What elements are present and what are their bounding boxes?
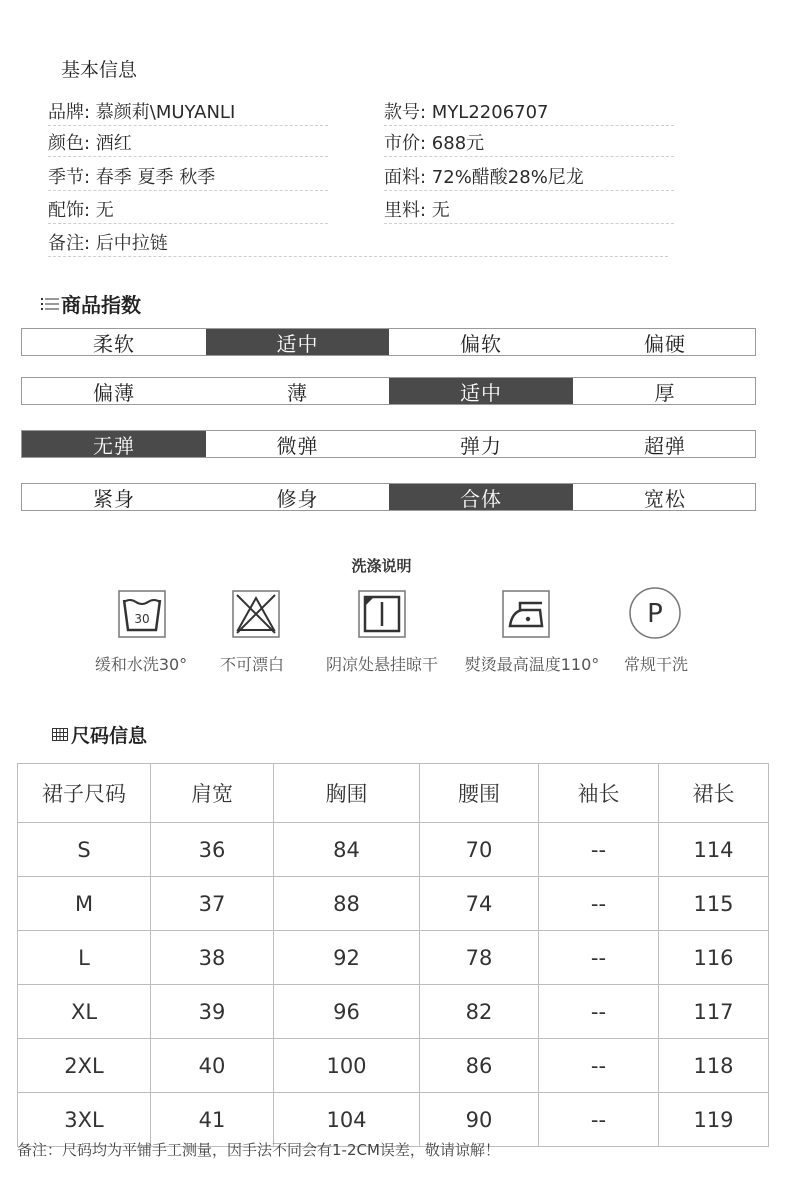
size-note: 备注：尺码均为平铺手工测量，因手法不同会有1-2CM误差，敬请谅解！ <box>17 1141 500 1159</box>
index-option: 宽松 <box>644 486 686 511</box>
index-option: 厚 <box>654 380 676 405</box>
divider <box>48 256 668 257</box>
wash-label-1: 缓和水洗30° <box>94 655 188 674</box>
wash-temp-text: 30 <box>134 612 150 626</box>
info-left-3: 配饰: 无 <box>48 200 114 221</box>
size-cell: 92 <box>274 931 420 985</box>
size-cell: 114 <box>659 823 769 877</box>
grid-icon <box>52 728 68 741</box>
info-left-4: 备注: 后中拉链 <box>48 233 168 254</box>
size-cell: 70 <box>420 823 539 877</box>
index-bar-1 <box>21 377 756 405</box>
index-bar-2 <box>21 430 756 458</box>
info-right-0: 款号: MYL2206707 <box>384 102 549 123</box>
info-left-0: 品牌: 慕颜莉\MUYANLI <box>48 102 236 123</box>
list-icon <box>41 297 59 311</box>
info-right-1: 市价: 688元 <box>384 133 485 154</box>
basic-info-title: 基本信息 <box>61 59 138 81</box>
size-table <box>17 763 769 1147</box>
size-cell: 84 <box>274 823 420 877</box>
size-cell: -- <box>539 1039 659 1093</box>
divider <box>48 156 328 157</box>
size-cell: 90 <box>420 1093 539 1147</box>
size-cell: 117 <box>659 985 769 1039</box>
info-right-3: 里料: 无 <box>384 200 450 221</box>
info-left-1: 颜色: 酒红 <box>48 133 132 154</box>
no-bleach-icon <box>232 590 280 638</box>
size-header-cell: 袖长 <box>539 764 659 823</box>
dry-clean-letter: P <box>647 599 663 629</box>
size-cell: -- <box>539 823 659 877</box>
table-row <box>18 931 769 985</box>
size-cell: -- <box>539 985 659 1039</box>
size-cell: 78 <box>420 931 539 985</box>
line-dry-shade-icon <box>358 590 406 638</box>
size-cell: 37 <box>151 877 274 931</box>
index-option-selected: 适中 <box>389 378 573 404</box>
table-row <box>18 985 769 1039</box>
wash-label-2: 不可漂白 <box>219 655 285 674</box>
size-header-cell: 裙长 <box>659 764 769 823</box>
index-option: 紧身 <box>93 486 135 511</box>
divider <box>384 223 674 224</box>
size-header-cell: 裙子尺码 <box>18 764 151 823</box>
index-option: 柔软 <box>93 331 135 356</box>
divider <box>384 156 674 157</box>
size-cell: M <box>18 877 151 931</box>
size-cell: 40 <box>151 1039 274 1093</box>
divider <box>48 223 328 224</box>
size-info-heading <box>52 721 147 748</box>
index-bar-0 <box>21 328 756 356</box>
size-cell: 38 <box>151 931 274 985</box>
size-cell: 118 <box>659 1039 769 1093</box>
product-index-heading <box>41 289 141 318</box>
size-cell: -- <box>539 1093 659 1147</box>
index-option: 偏软 <box>460 331 502 356</box>
divider <box>384 190 674 191</box>
index-option: 偏硬 <box>644 331 686 356</box>
divider <box>48 190 328 191</box>
table-row <box>18 823 769 877</box>
size-cell: 2XL <box>18 1039 151 1093</box>
size-cell: 96 <box>274 985 420 1039</box>
size-header-cell: 胸围 <box>274 764 420 823</box>
wash-30-icon <box>118 590 166 638</box>
info-left-2: 季节: 春季 夏季 秋季 <box>48 167 216 188</box>
size-cell: 3XL <box>18 1093 151 1147</box>
size-cell: -- <box>539 877 659 931</box>
index-option: 偏薄 <box>93 380 135 405</box>
size-table-header <box>18 764 769 823</box>
dry-clean-icon <box>628 586 682 640</box>
wash-label-3: 阴凉处悬挂晾干 <box>325 655 439 674</box>
size-cell: -- <box>539 931 659 985</box>
size-cell: 86 <box>420 1039 539 1093</box>
size-cell: 104 <box>274 1093 420 1147</box>
index-option-selected: 无弹 <box>22 431 206 457</box>
size-cell: 88 <box>274 877 420 931</box>
size-cell: L <box>18 931 151 985</box>
size-cell: S <box>18 823 151 877</box>
size-cell: 116 <box>659 931 769 985</box>
product-index-title: 商品指数 <box>61 293 141 317</box>
index-option: 超弹 <box>644 433 686 458</box>
size-header-cell: 肩宽 <box>151 764 274 823</box>
size-cell: 115 <box>659 877 769 931</box>
iron-icon <box>502 590 550 638</box>
index-option: 微弹 <box>276 433 319 458</box>
size-cell: 74 <box>420 877 539 931</box>
size-header-cell: 腰围 <box>420 764 539 823</box>
divider <box>384 125 674 126</box>
size-cell: 119 <box>659 1093 769 1147</box>
size-info-title: 尺码信息 <box>71 725 148 747</box>
table-row <box>18 1039 769 1093</box>
wash-label-5: 常规干洗 <box>623 655 689 674</box>
size-cell: 100 <box>274 1039 420 1093</box>
size-cell: 36 <box>151 823 274 877</box>
index-option: 修身 <box>276 486 319 511</box>
wash-label-4: 熨烫最高温度110° <box>464 655 600 674</box>
index-option-selected: 适中 <box>206 329 389 355</box>
index-option-selected: 合体 <box>389 484 573 510</box>
size-cell: 39 <box>151 985 274 1039</box>
info-right-2: 面料: 72%醋酸28%尼龙 <box>384 167 584 188</box>
index-option: 弹力 <box>460 433 502 458</box>
size-cell: 41 <box>151 1093 274 1147</box>
size-cell: 82 <box>420 985 539 1039</box>
divider <box>48 125 328 126</box>
index-bar-3 <box>21 483 756 511</box>
size-cell: XL <box>18 985 151 1039</box>
washing-title: 洗涤说明 <box>351 557 412 575</box>
index-option: 薄 <box>287 380 308 405</box>
table-row <box>18 877 769 931</box>
